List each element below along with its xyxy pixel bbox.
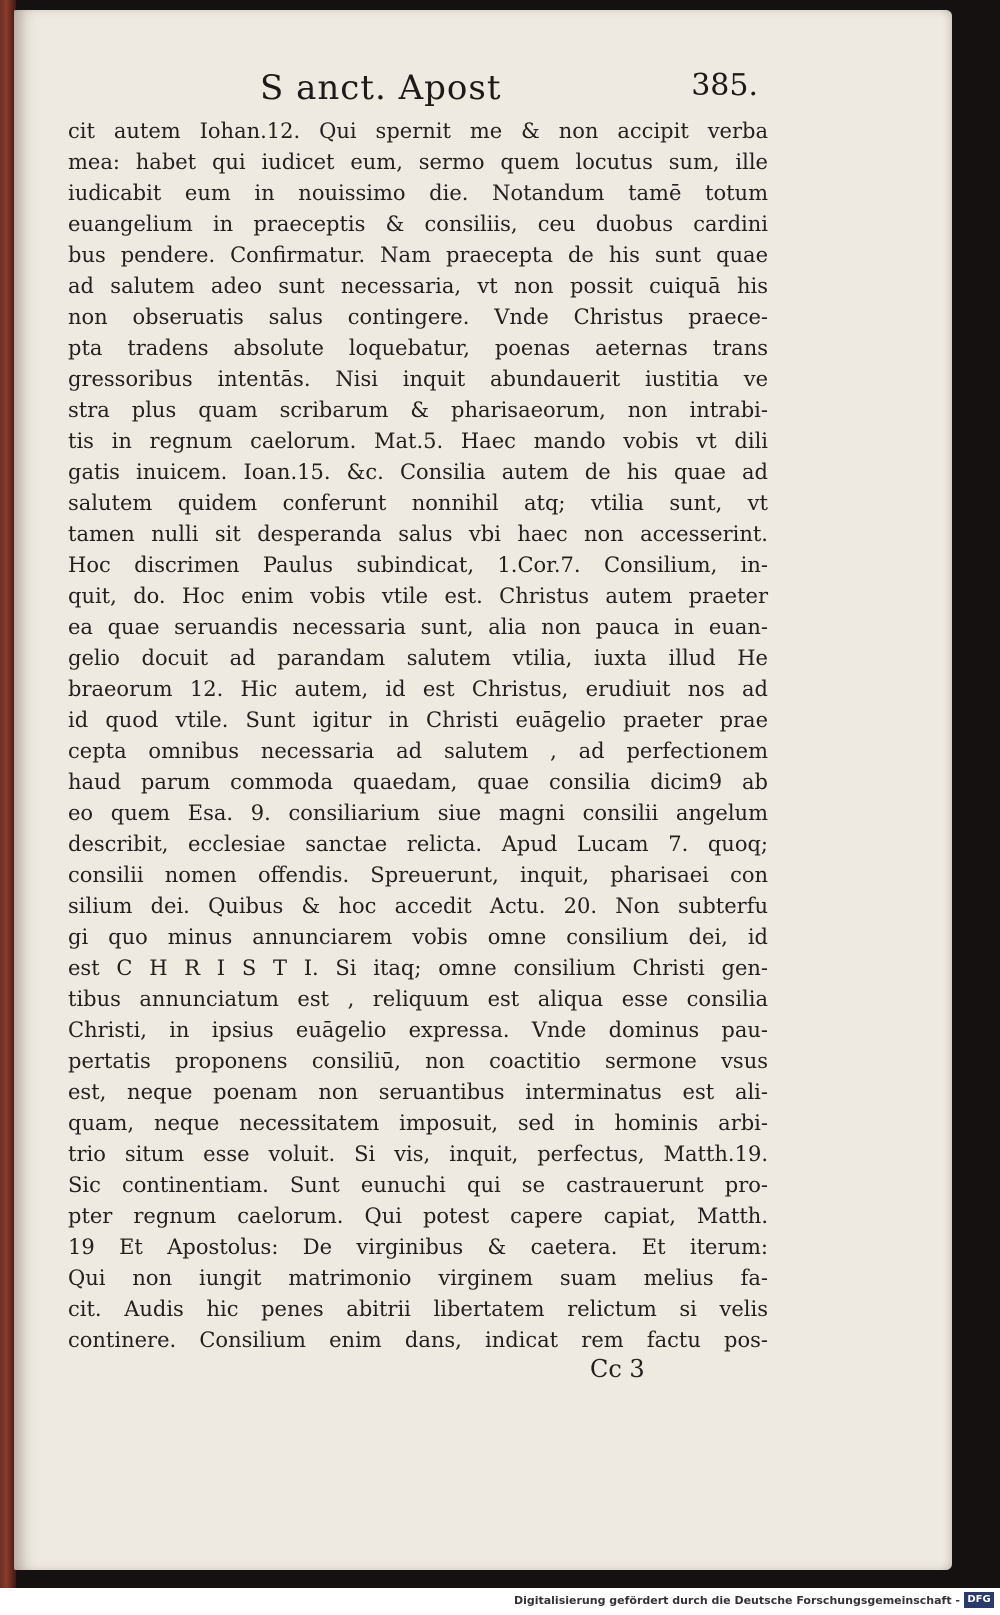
text-line: eo quem Esa. 9. consiliarium siue magni consilii angelum	[68, 801, 768, 825]
text-line: non obseruatis salus contingere. Vnde Christus praece-	[68, 305, 768, 329]
text-line: gi quo minus annunciarem vobis omne consilium dei, id	[68, 925, 768, 949]
text-line: Sic continentiam. Sunt eunuchi qui se castrauerunt pro-	[68, 1173, 768, 1197]
text-line: est C H R I S T I. Si itaq; omne consilium Christi gen-	[68, 956, 768, 980]
text-line: tibus annunciatum est , reliquum est aliqua esse consilia	[68, 987, 768, 1011]
text-line: silium dei. Quibus & hoc accedit Actu. 20. Non subterfu	[68, 894, 768, 918]
text-line: salutem quidem conferunt nonnihil atq; vtilia sunt, vt	[68, 491, 768, 515]
text-line: cit autem Iohan.12. Qui spernit me & non accipit verba	[68, 119, 768, 143]
text-line: pta tradens absolute loquebatur, poenas aeternas trans	[68, 336, 768, 360]
text-line: mea: habet qui iudicet eum, sermo quem locutus sum, ille	[68, 150, 768, 174]
text-line: 19 Et Apostolus: De virginibus & caetera. Et iterum:	[68, 1235, 768, 1259]
footer-credit: Digitalisierung gefördert durch die Deutsche Forschungsgemeinschaft -	[513, 1594, 960, 1607]
text-line: Christi, in ipsius euāgelio expressa. Vnde dominus pau-	[68, 1018, 768, 1042]
text-line: Hoc discrimen Paulus subindicat, 1.Cor.7. Consilium, in-	[68, 553, 768, 577]
text-line: gressoribus intentās. Nisi inquit abundauerit iustitia ve	[68, 367, 768, 391]
dfg-logo: DFG	[964, 1592, 994, 1608]
text-line: iudicabit eum in nouissimo die. Notandum tamē totum	[68, 181, 768, 205]
text-line: consilii nomen offendis. Spreuerunt, inquit, pharisaei con	[68, 863, 768, 887]
book-page	[14, 10, 952, 1570]
text-line: bus pendere. Confirmatur. Nam praecepta de his sunt quae	[68, 243, 768, 267]
running-head: S anct. Apost	[260, 68, 502, 108]
page-number: 385.	[691, 68, 758, 103]
text-line: ea quae seruandis necessaria sunt, alia non pauca in euan-	[68, 615, 768, 639]
text-line: braeorum 12. Hic autem, id est Christus, erudiuit nos ad	[68, 677, 768, 701]
text-line: Qui non iungit matrimonio virginem suam melius fa-	[68, 1266, 768, 1290]
text-line: pertatis proponens consiliū, non coactitio sermone vsus	[68, 1049, 768, 1073]
text-line: continere. Consilium enim dans, indicat rem factu pos-	[68, 1328, 768, 1352]
text-line: gatis inuicem. Ioan.15. &c. Consilia autem de his quae ad	[68, 460, 768, 484]
text-line: tamen nulli sit desperanda salus vbi haec non accesserint.	[68, 522, 768, 546]
footer-bar	[0, 1588, 1000, 1615]
body-text	[68, 116, 768, 1356]
text-line: ad salutem adeo sunt necessaria, vt non possit cuiquā his	[68, 274, 768, 298]
text-line: est, neque poenam non seruantibus interminatus est ali-	[68, 1080, 768, 1104]
text-line: stra plus quam scribarum & pharisaeorum, non intrabi-	[68, 398, 768, 422]
text-line: quit, do. Hoc enim vobis vtile est. Christus autem praeter	[68, 584, 768, 608]
text-line: pter regnum caelorum. Qui potest capere capiat, Matth.	[68, 1204, 768, 1228]
signature-mark: Cc 3	[590, 1355, 645, 1383]
text-line: describit, ecclesiae sanctae relicta. Apud Lucam 7. quoq;	[68, 832, 768, 856]
text-line: quam, neque necessitatem imposuit, sed in hominis arbi-	[68, 1111, 768, 1135]
text-line: id quod vtile. Sunt igitur in Christi euāgelio praeter prae	[68, 708, 768, 732]
text-line: cit. Audis hic penes abitrii libertatem relictum si velis	[68, 1297, 768, 1321]
text-line: euangelium in praeceptis & consiliis, ceu duobus cardini	[68, 212, 768, 236]
text-line: gelio docuit ad parandam salutem vtilia, iuxta illud He	[68, 646, 768, 670]
text-line: tis in regnum caelorum. Mat.5. Haec mando vobis vt dili	[68, 429, 768, 453]
page-header	[68, 68, 758, 108]
text-line: trio situm esse voluit. Si vis, inquit, perfectus, Matth.19.	[68, 1142, 768, 1166]
text-line: haud parum commoda quaedam, quae consilia dicim9 ab	[68, 770, 768, 794]
text-line: cepta omnibus necessaria ad salutem , ad perfectionem	[68, 739, 768, 763]
